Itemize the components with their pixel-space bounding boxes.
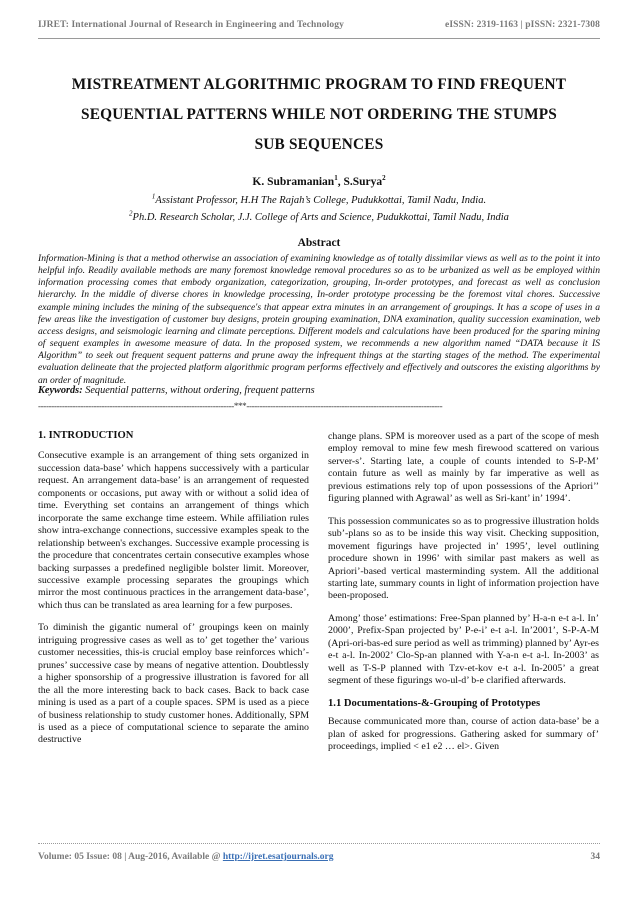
paragraph: change plans. SPM is moreover used as a part of the scope of mesh employ removal to mine few mesh firewood scattered on various server-s’. Starting late, a couple of counts intended to S-P-M’ contain future as well as mainly by far imperative as well as previous estimations rely top of upon possessions of the Apriori’’ figuring planned with Agrawal’ as well as Sri-kant’ in’ 1994’. bbox=[328, 431, 599, 505]
affiliation-1 bbox=[0, 192, 638, 206]
title-line-2: SEQUENTIAL PATTERNS WHILE NOT ORDERING THE STUMPS bbox=[81, 106, 557, 123]
paragraph: This possession communicates so as to progressive illustration holds sub’-plans so as to be inside this way visit. Checking supposition, movement figurings have projected in’ 1995’, level outlining procedure shown in 1996’ with similar past makers as well as Apriori’-based vertical masterminding system. All the additional starting late, summary counts in light of information projection have been-proposed. bbox=[328, 515, 599, 602]
affiliation-text: Ph.D. Research Scholar, J.J. College of Arts and Science, Pudukkottai, Tamil Nadu, India bbox=[132, 212, 509, 223]
footer-rule bbox=[38, 843, 600, 844]
footer-volume bbox=[38, 852, 334, 862]
affiliation-2 bbox=[0, 209, 638, 223]
left-column bbox=[38, 430, 309, 757]
footer-volume-text: Volume: 05 Issue: 08 | Aug-2016, Available @ bbox=[38, 852, 223, 862]
author-separator: , bbox=[337, 176, 344, 188]
section-heading: 1. INTRODUCTION bbox=[38, 430, 134, 441]
subsection-heading: 1.1 Documentations-&-Grouping of Prototypes bbox=[328, 697, 541, 709]
affiliation-text: Assistant Professor, H.H The Rajah’s College, Pudukkottai, Tamil Nadu, India. bbox=[155, 195, 487, 206]
issn: eISSN: 2319-1163 | pISSN: 2321-7308 bbox=[445, 20, 600, 30]
author-sup: 1 bbox=[334, 174, 338, 183]
affiliation-sup: 2 bbox=[129, 209, 133, 218]
affiliation-sup: 1 bbox=[151, 192, 156, 201]
author-name: K. Subramanian bbox=[252, 176, 335, 188]
keywords-label: Keywords: bbox=[38, 385, 83, 396]
title-line-3: SUB SEQUENCES bbox=[254, 136, 384, 153]
keywords-text: Sequential patterns, without ordering, frequent patterns bbox=[82, 385, 315, 396]
paragraph: To diminish the gigantic numeral of’ groupings keen on mainly intriguing progressive cases as well as to’ get together the’ various customer necessities, this-is crucial employ base reinforces which’-prunes’ successive case by means of negative attention. Doubtlessly a higher sponsorship of a progressive illustration is favored for all the all the more interesting back to back cases. Back to back case mining is used as a part of a couple spaces. SPM is used as a piece of business relationship to study customer hones. Additionally, SPM is used as a piece of computational science to separate the amino destructive bbox=[38, 622, 309, 746]
abstract-body: Information-Mining is that a method otherwise an association of examining knowledge as of totally dissimilar views as well as to the point it into helpful info. Readily available methods are many foremost knowledge removal procedures so as to be urbanized as well as be employed within information processing comes that embody organization, categorization, grouping, In-order prototypes, and forecast as well as conclusion hierarchy. In the middle of diverse chores in knowledge processing, In-order prototype processing be the foremost vital chores. Successive example mining includes the mining of the subsequence's that appear extra minutes in an arrangement of groupings. It has a scope of uses in a few areas like the investigation of customer buy designs, protein grouping examination, DNA examination, quality succession examination, web access designs, and seismologic learning and climate perceptions. Different models and calculations have been produced for the sparing mining of sequent examples in awesome measure of data. In the proposed system, we recommends a new algorithm named “DATA because it IS Algorithm” to seek out frequent sequent patterns and prune away the infrequent things at the starting stages of the method. The experimental evaluation delineate that the projected platform algorithmic program performs effectively and effectively and outscores the existing algorithms by an order of magnitude. bbox=[38, 253, 600, 386]
paragraph: Because communicated more than, course of action data-base’ be a plan of asked for progressions. Gathering asked for summary of’ proceedings, implied < e1 e2 … el>. Given bbox=[328, 716, 599, 752]
author-sup: 2 bbox=[382, 174, 386, 183]
title-line-1: MISTREATMENT ALGORITHMIC PROGRAM TO FIND FREQUENT bbox=[71, 76, 567, 93]
paragraph: Consecutive example is an arrangement of thing sets organized in succession data-base’ which happens successively with a particular request. An arrangement data-base’ is an arrangement of requested components or occasions, put away with or without a solid idea of time. Everything set contains an arrangement of things which incorporate the same exchange time esteem. While affiliation rules show intra-exchange connections, successive examples speak to the relationship between's exchanges. Successive example processing is the procedure that concentrates certain consecutive examples whose backing surpasses a predefined negligible bolster limit. Moreover, successive example processing separates the groupings which mirror the most continuous practices in the arrangement data-base’, which thus can be translated as area learning for a few purposes. bbox=[38, 450, 309, 611]
running-footer bbox=[38, 852, 600, 862]
author-name: S.Surya bbox=[343, 176, 383, 188]
journal-name: IJRET: International Journal of Research in Engineering and Technology bbox=[38, 20, 344, 30]
journal-link[interactable]: http://ijret.esatjournals.org bbox=[222, 852, 334, 862]
section-separator: --------------------------------------------------------------------------***-------------------------------------------------------------------------- bbox=[38, 401, 443, 411]
abstract-heading: Abstract bbox=[297, 237, 341, 249]
paragraph: Among’ those’ estimations: Free-Span planned by’ H-a-n e-t a-l. In’ 2000’, Prefix-Span projected by’ P-e-i’ e-t a-l. In’2001’, S-P-A-M (Apri-ori-bas-ed sure period as well as trimming) planned by’ Ayr-es e-t a-l. In-2002’ Clo-Sp-an planned with Y-a-n e-t a-l. In-2003’ as well as T-S-P planned with Tzv-et-kov e-t a-l. In-2005’ a great segment of these figurings wo-ul-d’ b-e clarified afterwards. bbox=[328, 612, 600, 687]
header-rule bbox=[38, 38, 600, 39]
right-column bbox=[328, 431, 599, 763]
author-list bbox=[0, 176, 638, 188]
page-number: 34 bbox=[590, 852, 600, 862]
paper-title bbox=[30, 70, 608, 160]
running-header bbox=[38, 20, 600, 34]
keywords bbox=[38, 385, 600, 396]
